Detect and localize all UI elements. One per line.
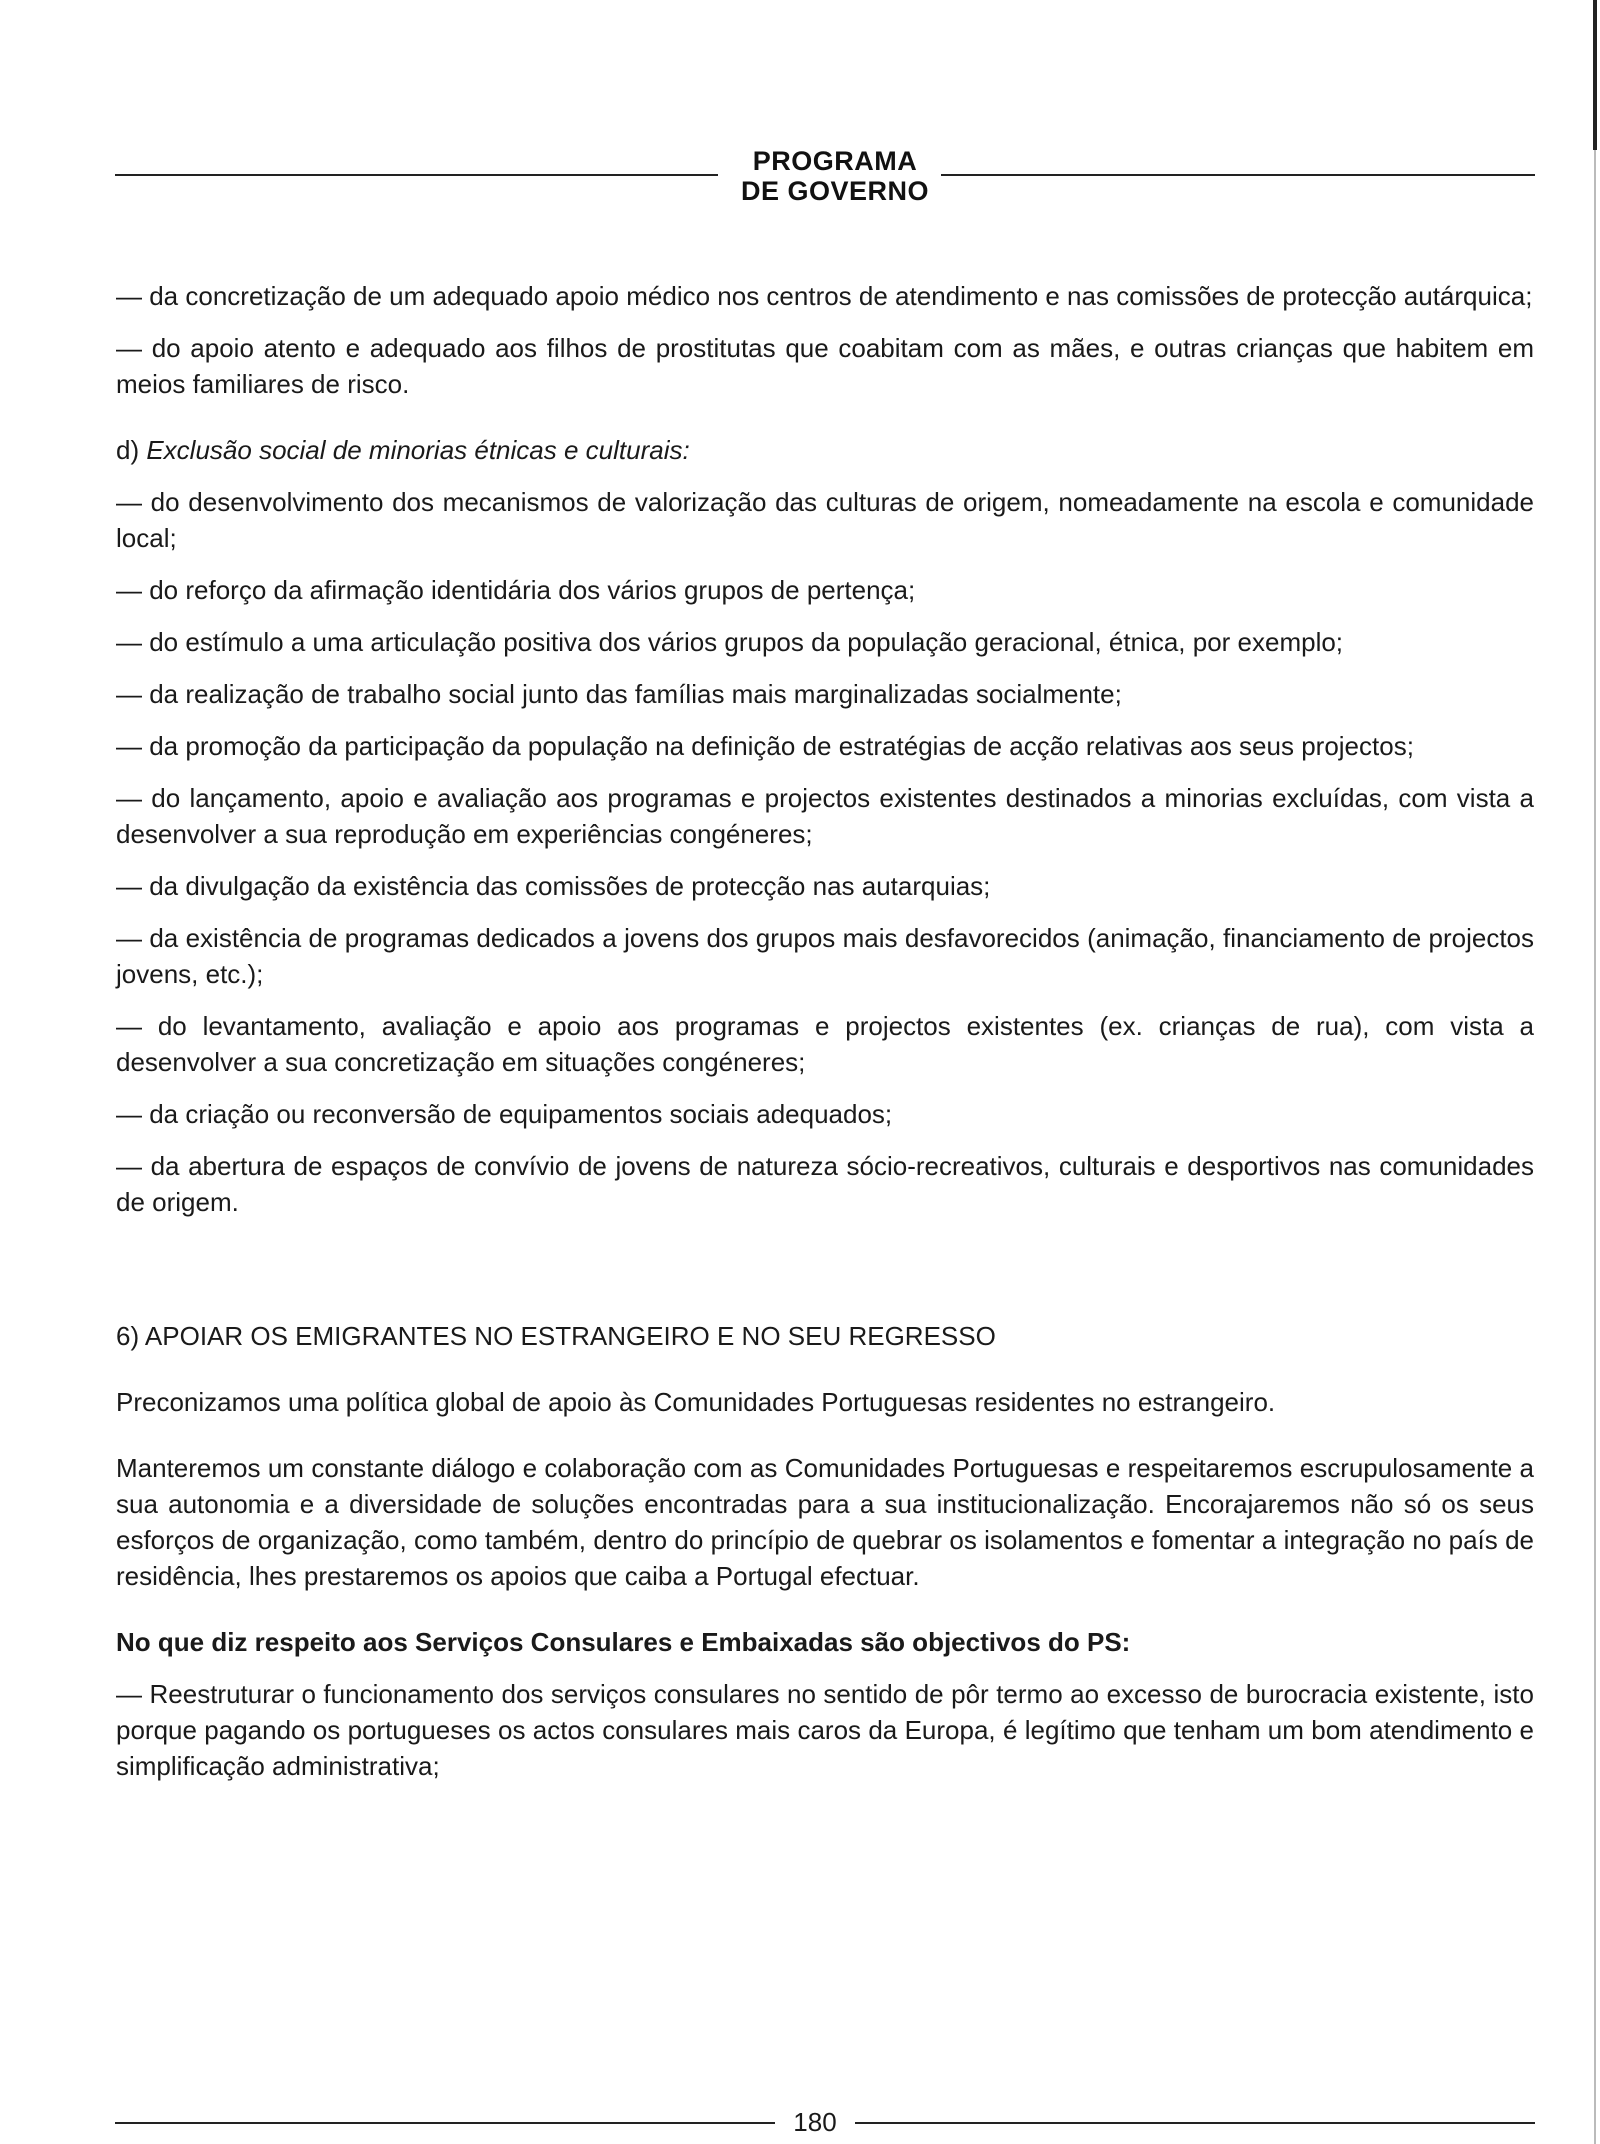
list-item: — do desenvolvimento dos mecanismos de valorização das culturas de origem, nomeadamente na escola e comunidade local; xyxy=(116,487,1534,553)
scan-edge-dark xyxy=(1593,0,1597,150)
section-d-heading xyxy=(116,432,1534,468)
scan-edge-thin xyxy=(1594,150,1596,2144)
section-6-heading: 6) APOIAR OS EMIGRANTES NO ESTRANGEIRO E NO SEU REGRESSO xyxy=(116,1321,996,1351)
header-title xyxy=(730,146,940,206)
list-item: — da divulgação da existência das comissões de protecção nas autarquias; xyxy=(116,871,991,901)
list-item: — do lançamento, apoio e avaliação aos programas e projectos existentes destinados a minorias excluídas, com vista a desenvolver a sua reprodução em experiências congéneres; xyxy=(116,783,1534,849)
list-item: — da existência de programas dedicados a jovens dos grupos mais desfavorecidos (animação, financiamento de projectos jovens, etc.); xyxy=(116,923,1534,989)
intro-item: — da concretização de um adequado apoio médico nos centros de atendimento e nas comissões de protecção autárquica; xyxy=(116,281,1533,311)
list-item: — da realização de trabalho social junto das famílias mais marginalizadas socialmente; xyxy=(116,679,1122,709)
page-footer xyxy=(115,2107,1535,2137)
page-number: 180 xyxy=(793,2107,837,2137)
header-rule-right xyxy=(941,174,1535,176)
footer-rule-left xyxy=(115,2122,775,2124)
list-item: — do estímulo a uma articulação positiva dos vários grupos da população geracional, étnica, por exemplo; xyxy=(116,627,1344,657)
list-item: — do reforço da afirmação identidária dos vários grupos de pertença; xyxy=(116,575,916,605)
scan-edge-line xyxy=(1593,0,1597,2144)
section-6-subheading: No que diz respeito aos Serviços Consulares e Embaixadas são objectivos do PS: xyxy=(116,1627,1131,1657)
list-item: — do levantamento, avaliação e apoio aos programas e projectos existentes (ex. crianças de rua), com vista a desenvolver a sua concretização em situações congéneres; xyxy=(116,1011,1534,1077)
header-title-line2: DE GOVERNO xyxy=(740,176,930,206)
intro-item: — do apoio atento e adequado aos filhos de prostitutas que coabitam com as mães, e outras crianças que habitem em meios familiares de risco. xyxy=(116,333,1534,399)
section-6-item: — Reestruturar o funcionamento dos serviços consulares no sentido de pôr termo ao excesso de burocracia existente, isto porque pagando os portugueses os actos consulares mais caros da Europa, é legítimo que tenham um bom atendimento e simplificação administrativa; xyxy=(116,1679,1534,1781)
section-6-paragraph: Preconizamos uma política global de apoio às Comunidades Portuguesas residentes no estrangeiro. xyxy=(116,1387,1276,1417)
section-6-paragraph: Manteremos um constante diálogo e colaboração com as Comunidades Portuguesas e respeitaremos escrupulosamente a sua autonomia e a diversidade de soluções encontradas para a sua institucionalização. Encorajaremos não só os seus esforços de organização, como também, dentro do princípio de quebrar os isolamentos e fomentar a integração no país de residência, lhes prestaremos os apoios que caiba a Portugal efectuar. xyxy=(116,1453,1534,1591)
list-item: — da promoção da participação da população na definição de estratégias de acção relativas aos seus projectos; xyxy=(116,731,1414,761)
section-d-title: Exclusão social de minorias étnicas e culturais: xyxy=(146,435,690,465)
list-item: — da abertura de espaços de convívio de jovens de natureza sócio-recreativos, culturais e desportivos nas comunidades de origem. xyxy=(116,1151,1534,1217)
header-rule-left xyxy=(115,174,718,176)
section-d-label: d) xyxy=(116,435,147,465)
document-body xyxy=(116,278,1534,1784)
header-title-line1: PROGRAMA xyxy=(752,146,918,176)
list-item: — da criação ou reconversão de equipamentos sociais adequados; xyxy=(116,1099,893,1129)
footer-rule-right xyxy=(855,2122,1535,2124)
